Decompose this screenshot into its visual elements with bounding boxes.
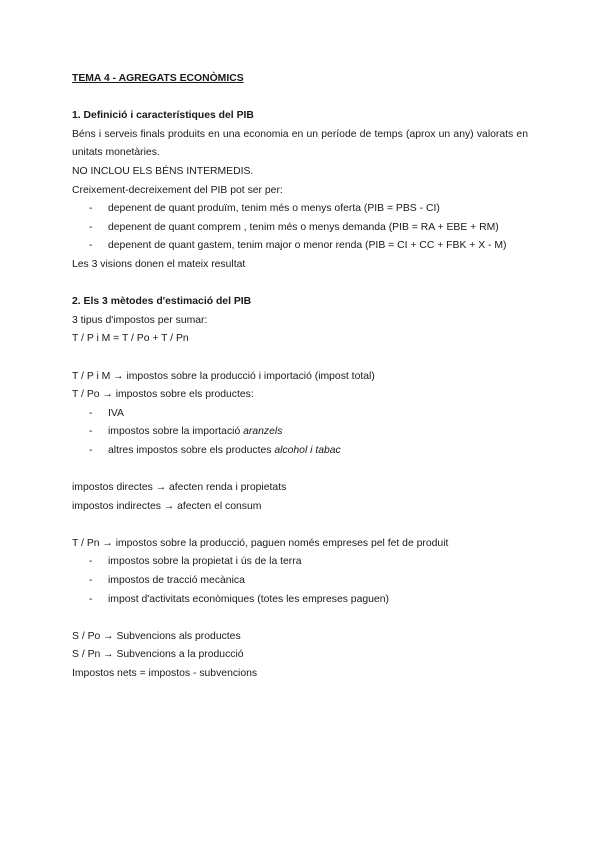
indirect-taxes: impostos indirectes → afecten el consum: [72, 500, 262, 512]
document-body: [72, 70, 528, 684]
tpn-definition: T / Pn → impostos sobre la producció, paguen només empreses pel fet de produit: [72, 537, 449, 549]
bullet-dash: -: [89, 444, 93, 456]
spacer: [72, 89, 528, 108]
bullet-dash: -: [89, 575, 93, 587]
bullet-dash: -: [89, 240, 93, 252]
list-item: - depenent de quant produïm, tenim més o menys oferta (PIB = PBS - CI): [72, 200, 528, 219]
tpo-definition: T / Po → impostos sobre els productes:: [72, 389, 254, 401]
spacer: [72, 349, 528, 368]
section-1-conclusion: Les 3 visions donen el mateix resultat: [72, 258, 246, 270]
list-item: - altres impostos sobre els productes alcohol i tabac: [72, 442, 528, 461]
spacer: [72, 275, 528, 294]
section-2-intro: 3 tipus d'impostos per sumar:: [72, 314, 208, 326]
emphasis: alcohol i tabac: [274, 444, 341, 456]
section-1-note: NO INCLOU ELS BÉNS INTERMEDIS.: [72, 165, 254, 177]
tpn-list: [72, 553, 528, 609]
direct-taxes: impostos directes → afecten renda i propietats: [72, 482, 287, 494]
section-1-intro: Creixement-decreixement del PIB pot ser per:: [72, 184, 283, 196]
section-1-definition: Béns i serveis finals produits en una economia en un període de temps (aprox un any) valorats en unitats monetàries.: [72, 128, 528, 159]
list-item: - depenent de quant comprem , tenim més o menys demanda (PIB = RA + EBE + RM): [72, 219, 528, 238]
bullet-dash: -: [89, 203, 93, 215]
list-item: - impost d'activitats econòmiques (totes les empreses paguen): [72, 591, 528, 610]
spn-definition: S / Pn → Subvencions a la producció: [72, 649, 244, 661]
section-2-heading: 2. Els 3 mètodes d'estimació del PIB: [72, 296, 252, 308]
list-item: - IVA: [72, 405, 528, 424]
list-item: - impostos sobre la propietat i ús de la terra: [72, 553, 528, 572]
bullet-dash: -: [89, 593, 93, 605]
tpim-definition: T / P i M → impostos sobre la producció i importació (impost total): [72, 370, 375, 382]
bullet-dash: -: [89, 556, 93, 568]
spacer: [72, 609, 528, 628]
list-item: - impostos sobre la importació aranzels: [72, 423, 528, 442]
list-item: - depenent de quant gastem, tenim major o menor renda (PIB = CI + CC + FBK + X - M): [72, 237, 528, 256]
formula: T / P i M = T / Po + T / Pn: [72, 333, 189, 345]
document-title: TEMA 4 - AGREGATS ECONÒMICS: [72, 73, 244, 84]
bullet-dash: -: [89, 426, 93, 438]
net-taxes: Impostos nets = impostos - subvencions: [72, 668, 258, 679]
section-1-list: [72, 200, 528, 256]
spacer: [72, 460, 528, 479]
spo-definition: S / Po → Subvencions als productes: [72, 630, 241, 642]
spacer: [72, 516, 528, 535]
emphasis: aranzels: [243, 426, 283, 438]
tpo-list: [72, 405, 528, 461]
bullet-dash: -: [89, 221, 93, 233]
bullet-dash: -: [89, 407, 93, 419]
section-1-heading: 1. Definició i característiques del PIB: [72, 110, 254, 122]
list-item: - impostos de tracció mecànica: [72, 572, 528, 591]
